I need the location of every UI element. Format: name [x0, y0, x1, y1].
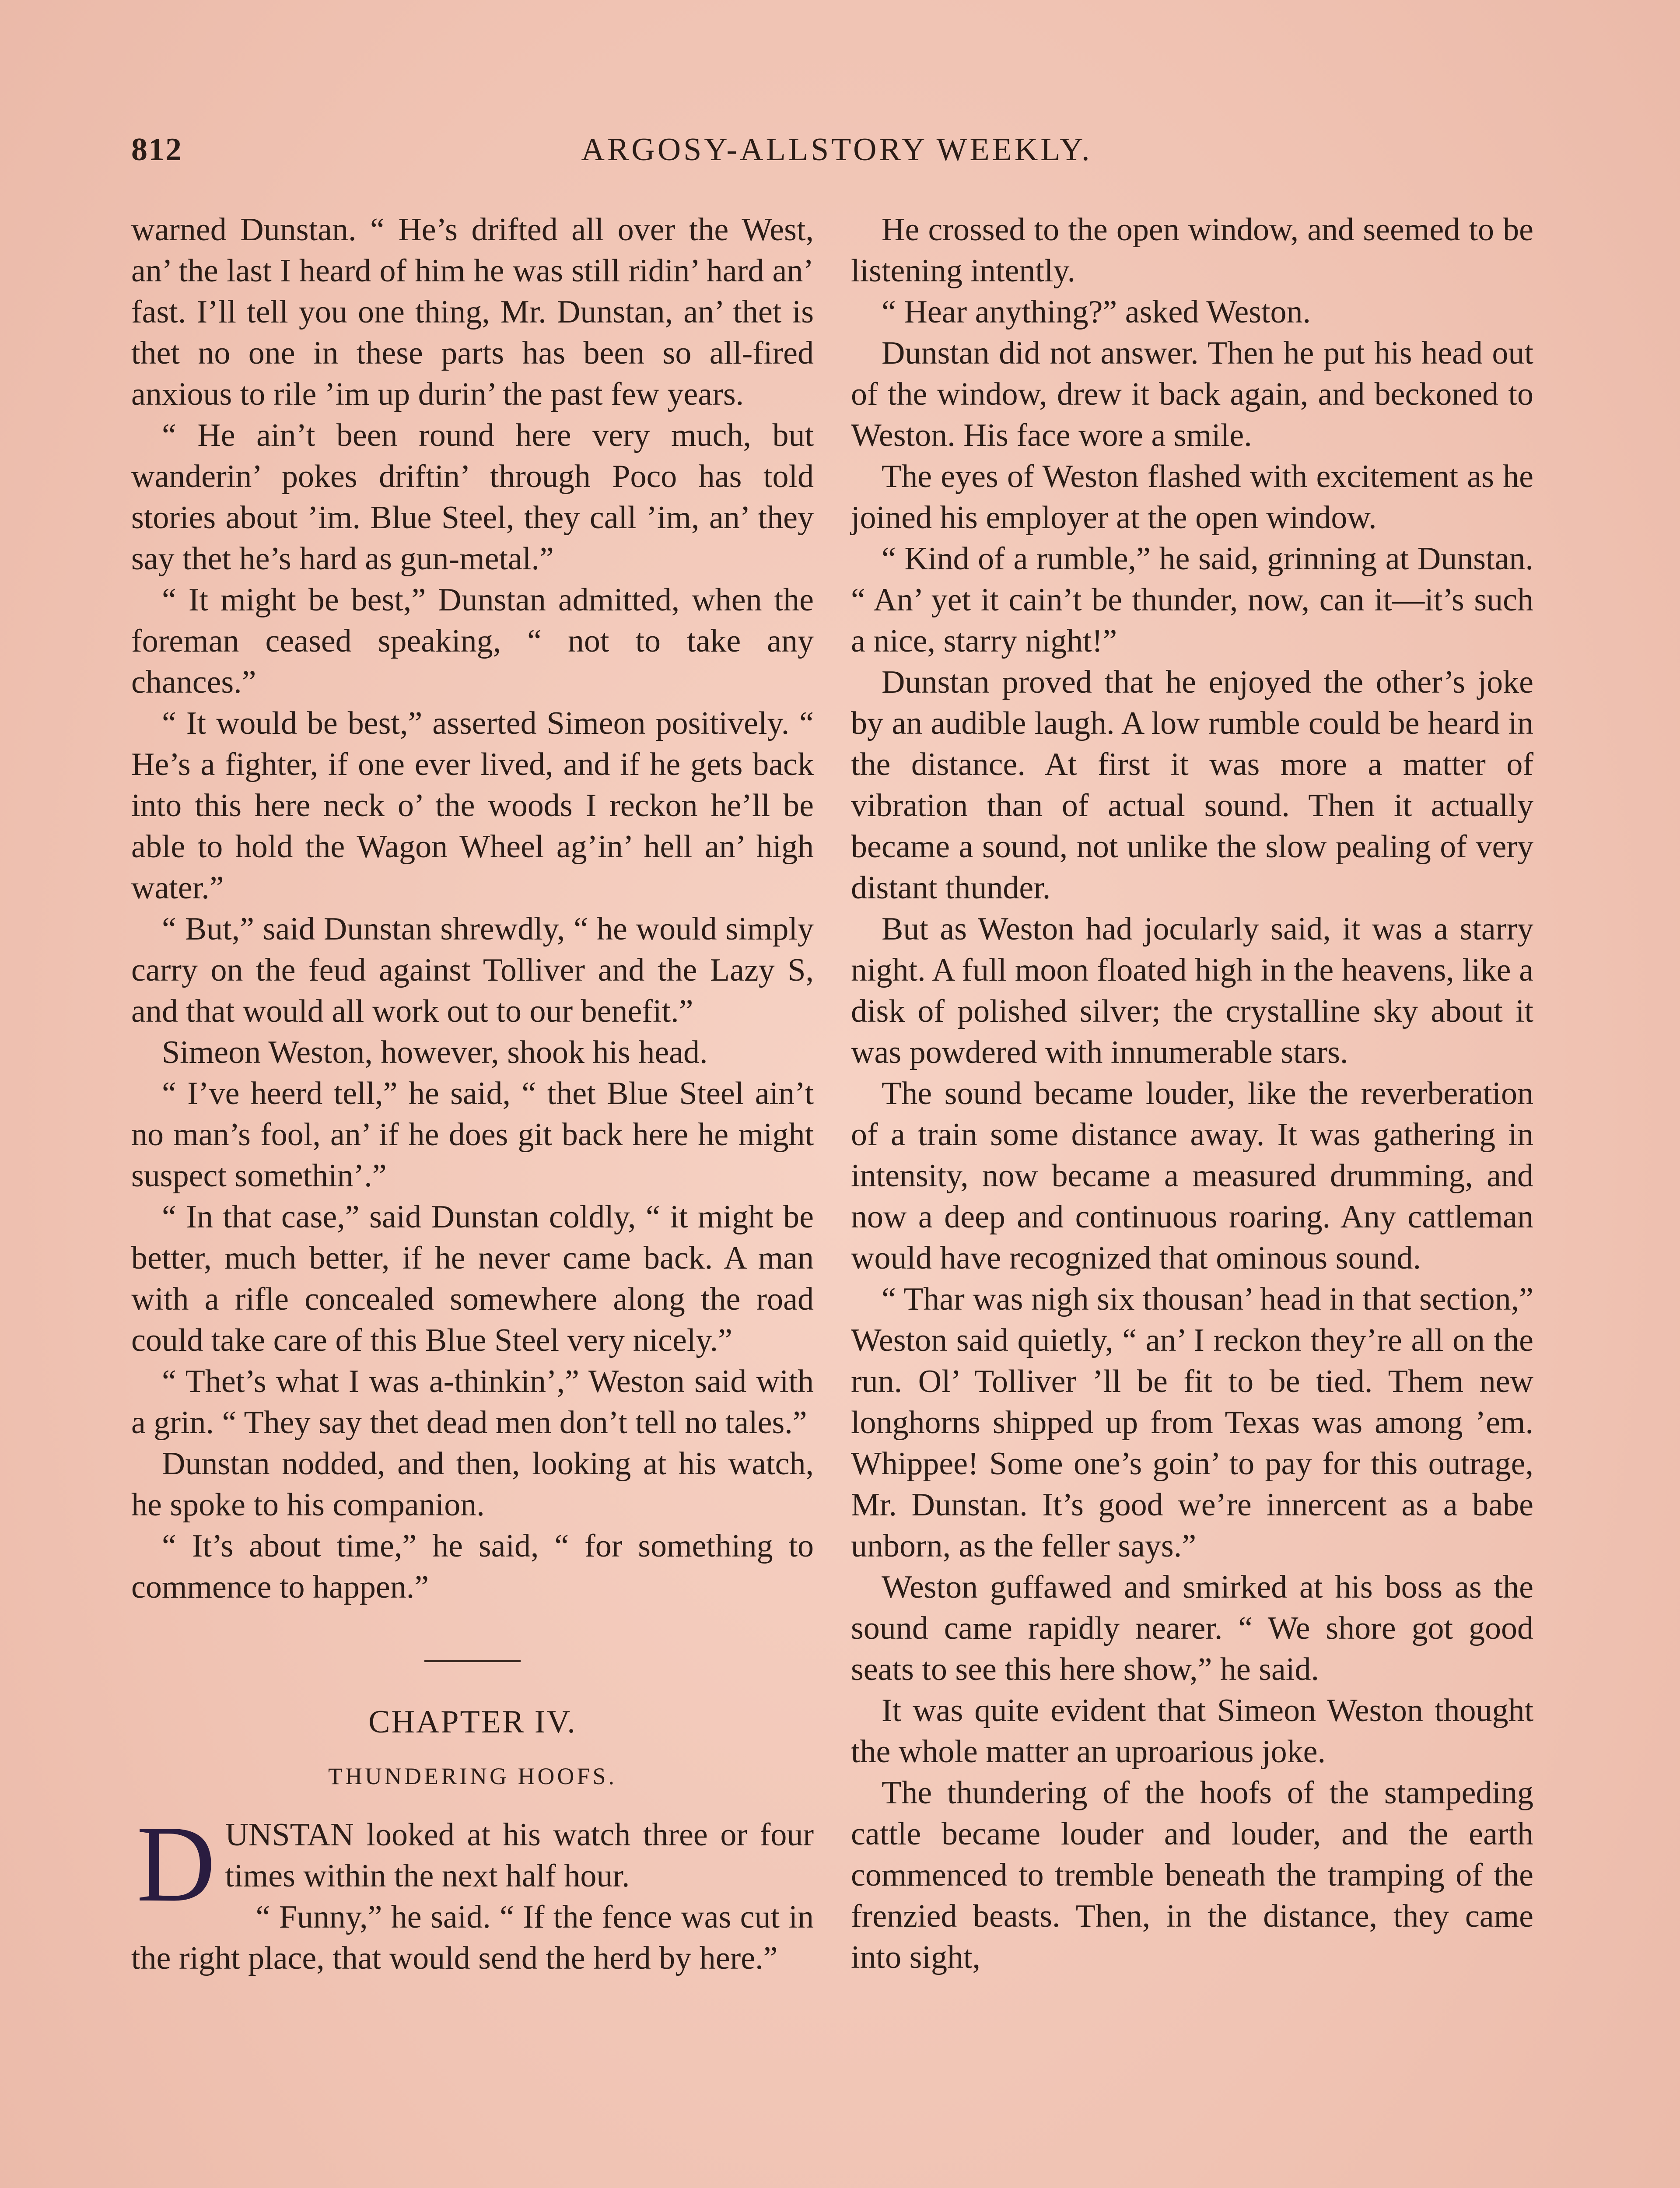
chapter-title: CHAPTER IV.: [368, 1704, 577, 1740]
paragraph: He crossed to the open window, and seemed to be listening intently.: [851, 212, 1533, 289]
paragraph: Dunstan proved that he enjoyed the other’s joke by an audible laugh. A low rumble could be heard in the distance. At first it was more a matter of vibration than of actual sound. Then it actually became a sound, not unlike the slow pealing of very distant thunder.: [851, 664, 1533, 906]
chapter-opening-paragraph: [131, 1803, 814, 1925]
right-column: [851, 209, 1533, 1978]
paragraph: But as Weston had jocularly said, it was a starry night. A full moon floated high in the heavens, like a disk of polished silver; the crystalline sky about it was powdered with innumerable stars.: [851, 911, 1533, 1070]
drop-cap: D: [136, 1803, 216, 1925]
paragraph: “ It would be best,” asserted Simeon positively. “ He’s a fighter, if one ever lived, and if he gets back into this here neck o’ the woods I reckon he’ll be able to hold the Wagon Wheel ag’in’ hell an’ high water.”: [131, 705, 814, 906]
paragraph: “ In that case,” said Dunstan coldly, “ it might be better, much better, if he never came back. A man with a rifle concealed somewhere along the road could take care of this Blue Steel very nicely.”: [131, 1199, 814, 1358]
magazine-title: ARGOSY-ALLSTORY WEEKLY.: [581, 132, 1092, 168]
opening-text: UNSTAN looked at his watch three or four times within the next half hour.: [225, 1817, 814, 1894]
paragraph: “ Funny,” he said. “ If the fence was cut in the right place, that would send the herd by here.”: [131, 1899, 814, 1976]
paragraph: Weston guffawed and smirked at his boss as the sound came rapidly nearer. “ We shore got good seats to see this here show,” he said.: [851, 1569, 1533, 1687]
paragraph: “ It might be best,” Dunstan admitted, when the foreman ceased speaking, “ not to take any chances.”: [131, 582, 814, 700]
paragraph: The thundering of the hoofs of the stampeding cattle became louder and louder, and the earth commenced to tremble beneath the tramping of the frenzied beasts. Then, in the distance, they came into sight,: [851, 1775, 1533, 1975]
left-column: [131, 209, 814, 1979]
paragraph: “ It’s about time,” he said, “ for something to commence to happen.”: [131, 1528, 814, 1605]
paragraph: Simeon Weston, however, shook his head.: [162, 1034, 708, 1070]
paragraph: “ He ain’t been round here very much, but wanderin’ pokes driftin’ through Poco has told stories about ’im. Blue Steel, they call ’im, an’ they say thet he’s hard as gun-metal.”: [131, 417, 814, 577]
paragraph: “ But,” said Dunstan shrewdly, “ he would simply carry on the feud against Tolliver and the Lazy S, and that would all work out to our benefit.”: [131, 911, 814, 1029]
paragraph: “ Hear anything?” asked Weston.: [882, 294, 1311, 330]
paragraph: warned Dunstan. “ He’s drifted all over the West, an’ the last I heard of him he was still ridin’ hard an’ fast. I’ll tell you one thing, Mr. Dunstan, an’ thet is thet no one in these parts has been so all-fired anxious to rile ’im up durin’ the past few years.: [131, 212, 814, 412]
paragraph: “ Kind of a rumble,” he said, grinning at Dunstan. “ An’ yet it cain’t be thunder, now, can it—it’s such a nice, starry night!”: [851, 541, 1533, 659]
page-number: 812: [131, 132, 182, 168]
chapter-subtitle: THUNDERING HOOFS.: [328, 1763, 617, 1789]
paragraph: The eyes of Weston flashed with excitement as he joined his employer at the open window.: [851, 459, 1533, 536]
page-header: [131, 131, 1542, 179]
paragraph: “ Thar was nigh six thousan’ head in that section,” Weston said quietly, “ an’ I reckon they’re all on the run. Ol’ Tolliver ’ll be fit to be tied. Them new longhorns shipped up from Texas was among ’em. Whippee! Some one’s goin’ to pay for this outrage, Mr. Dunstan. It’s good we’re innercent as a babe unborn, as the feller says.”: [851, 1281, 1533, 1564]
section-divider: [424, 1660, 521, 1662]
paragraph: Dunstan did not answer. Then he put his head out of the window, drew it back again, and beckoned to Weston. His face wore a smile.: [851, 335, 1533, 453]
paragraph: The sound became louder, like the reverberation of a train some distance away. It was gathering in intensity, now became a measured drumming, and now a deep and continuous roaring. Any cattleman would have recognized that ominous sound.: [851, 1076, 1533, 1276]
paragraph: It was quite evident that Simeon Weston thought the whole matter an uproarious joke.: [851, 1693, 1533, 1770]
paragraph: Dunstan nodded, and then, looking at his watch, he spoke to his companion.: [131, 1446, 814, 1523]
paragraph: “ Thet’s what I was a-thinkin’,” Weston said with a grin. “ They say thet dead men don’t tell no tales.”: [131, 1364, 814, 1441]
paragraph: “ I’ve heerd tell,” he said, “ thet Blue Steel ain’t no man’s fool, an’ if he does git back here he might suspect somethin’.”: [131, 1076, 814, 1194]
